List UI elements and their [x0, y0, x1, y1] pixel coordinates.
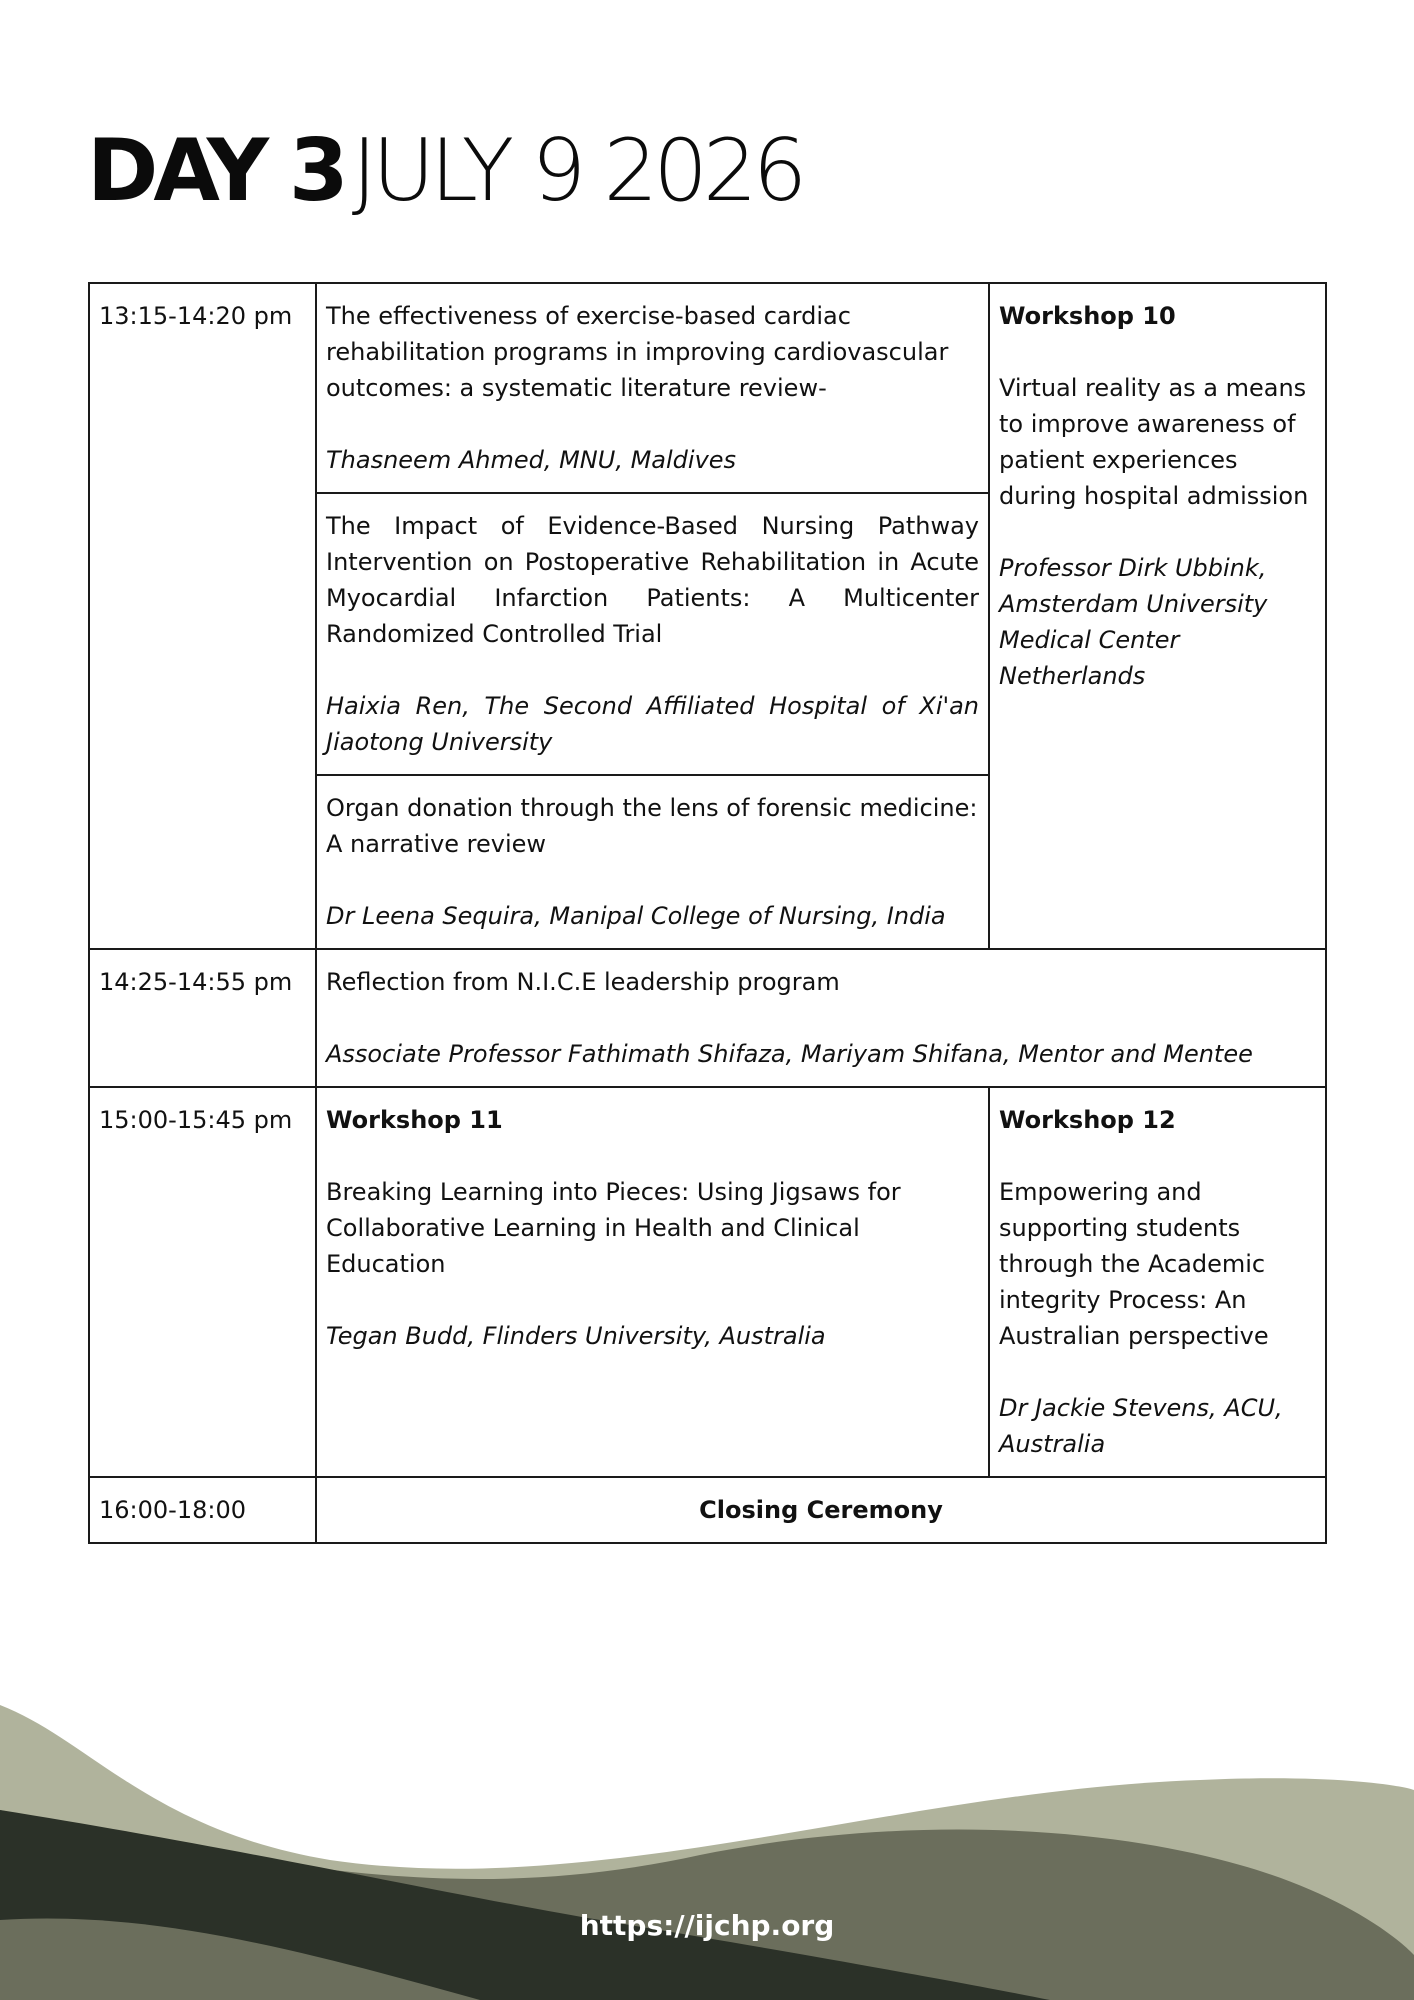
- session-speaker: Dr Leena Sequira, Manipal College of Nursing, India: [326, 902, 946, 930]
- time-label: 14:25-14:55 pm: [99, 968, 293, 996]
- session-title: Closing Ceremony: [699, 1496, 943, 1524]
- session-speaker: Thasneem Ahmed, MNU, Maldives: [326, 446, 737, 474]
- workshop-label: Workshop 12: [999, 1106, 1176, 1134]
- time-cell: [89, 283, 316, 949]
- session-title: Organ donation through the lens of forensic medicine: A narrative review: [326, 794, 978, 858]
- page-title: [87, 121, 803, 221]
- workshop-cell: [316, 1087, 989, 1477]
- schedule-row: [89, 1087, 1326, 1477]
- schedule-row: [89, 1477, 1326, 1543]
- time-cell: [89, 949, 316, 1087]
- time-cell: [89, 1477, 316, 1543]
- date-label: JULY 9 2026: [351, 121, 803, 221]
- website-url[interactable]: https://ijchp.org: [579, 1909, 835, 1942]
- workshop-label: Workshop 11: [326, 1106, 503, 1134]
- workshop-title: Breaking Learning into Pieces: Using Jigsaws for Collaborative Learning in Health and Clinical Education: [326, 1178, 901, 1278]
- session-speaker: Haixia Ren, The Second Affiliated Hospital of Xi'an Jiaotong University: [326, 692, 979, 756]
- schedule-row: [89, 283, 1326, 493]
- workshop-speaker: Dr Jackie Stevens, ACU, Australia: [999, 1394, 1283, 1458]
- session-title: The effectiveness of exercise-based cardiac rehabilitation programs in improving cardiovascular outcomes: a systematic literature review-: [326, 302, 949, 402]
- workshop-title: Empowering and supporting students through the Academic integrity Process: An Australian perspective: [999, 1178, 1269, 1350]
- footer-waves: [0, 1690, 1414, 2000]
- session-cell: [316, 775, 989, 949]
- session-cell: [316, 493, 989, 775]
- session-title: The Impact of Evidence-Based Nursing Pathway Intervention on Postoperative Rehabilitation in Acute Myocardial Infarction Patients: A Multicenter Randomized Controlled Trial: [326, 512, 979, 648]
- workshop-speaker: Tegan Budd, Flinders University, Australia: [326, 1322, 826, 1350]
- workshop-label: Workshop 10: [999, 302, 1176, 330]
- session-cell: [316, 283, 989, 493]
- workshop-cell: [989, 1087, 1326, 1477]
- time-label: 13:15-14:20 pm: [99, 302, 293, 330]
- schedule-table: [88, 282, 1327, 1544]
- workshop-cell: [989, 283, 1326, 949]
- workshop-title: Virtual reality as a means to improve awareness of patient experiences during hospital admission: [999, 374, 1309, 510]
- closing-ceremony-cell: [316, 1477, 1326, 1543]
- time-label: 15:00-15:45 pm: [99, 1106, 293, 1134]
- session-cell: [316, 949, 1326, 1087]
- time-label: 16:00-18:00: [99, 1496, 246, 1524]
- workshop-speaker: Professor Dirk Ubbink, Amsterdam University Medical Center Netherlands: [999, 554, 1268, 690]
- session-speaker: Associate Professor Fathimath Shifaza, Mariyam Shifana, Mentor and Mentee: [326, 1040, 1253, 1068]
- schedule-row: [89, 949, 1326, 1087]
- day-label: DAY 3: [87, 121, 344, 221]
- time-cell: [89, 1087, 316, 1477]
- session-title: Reflection from N.I.C.E leadership program: [326, 968, 840, 996]
